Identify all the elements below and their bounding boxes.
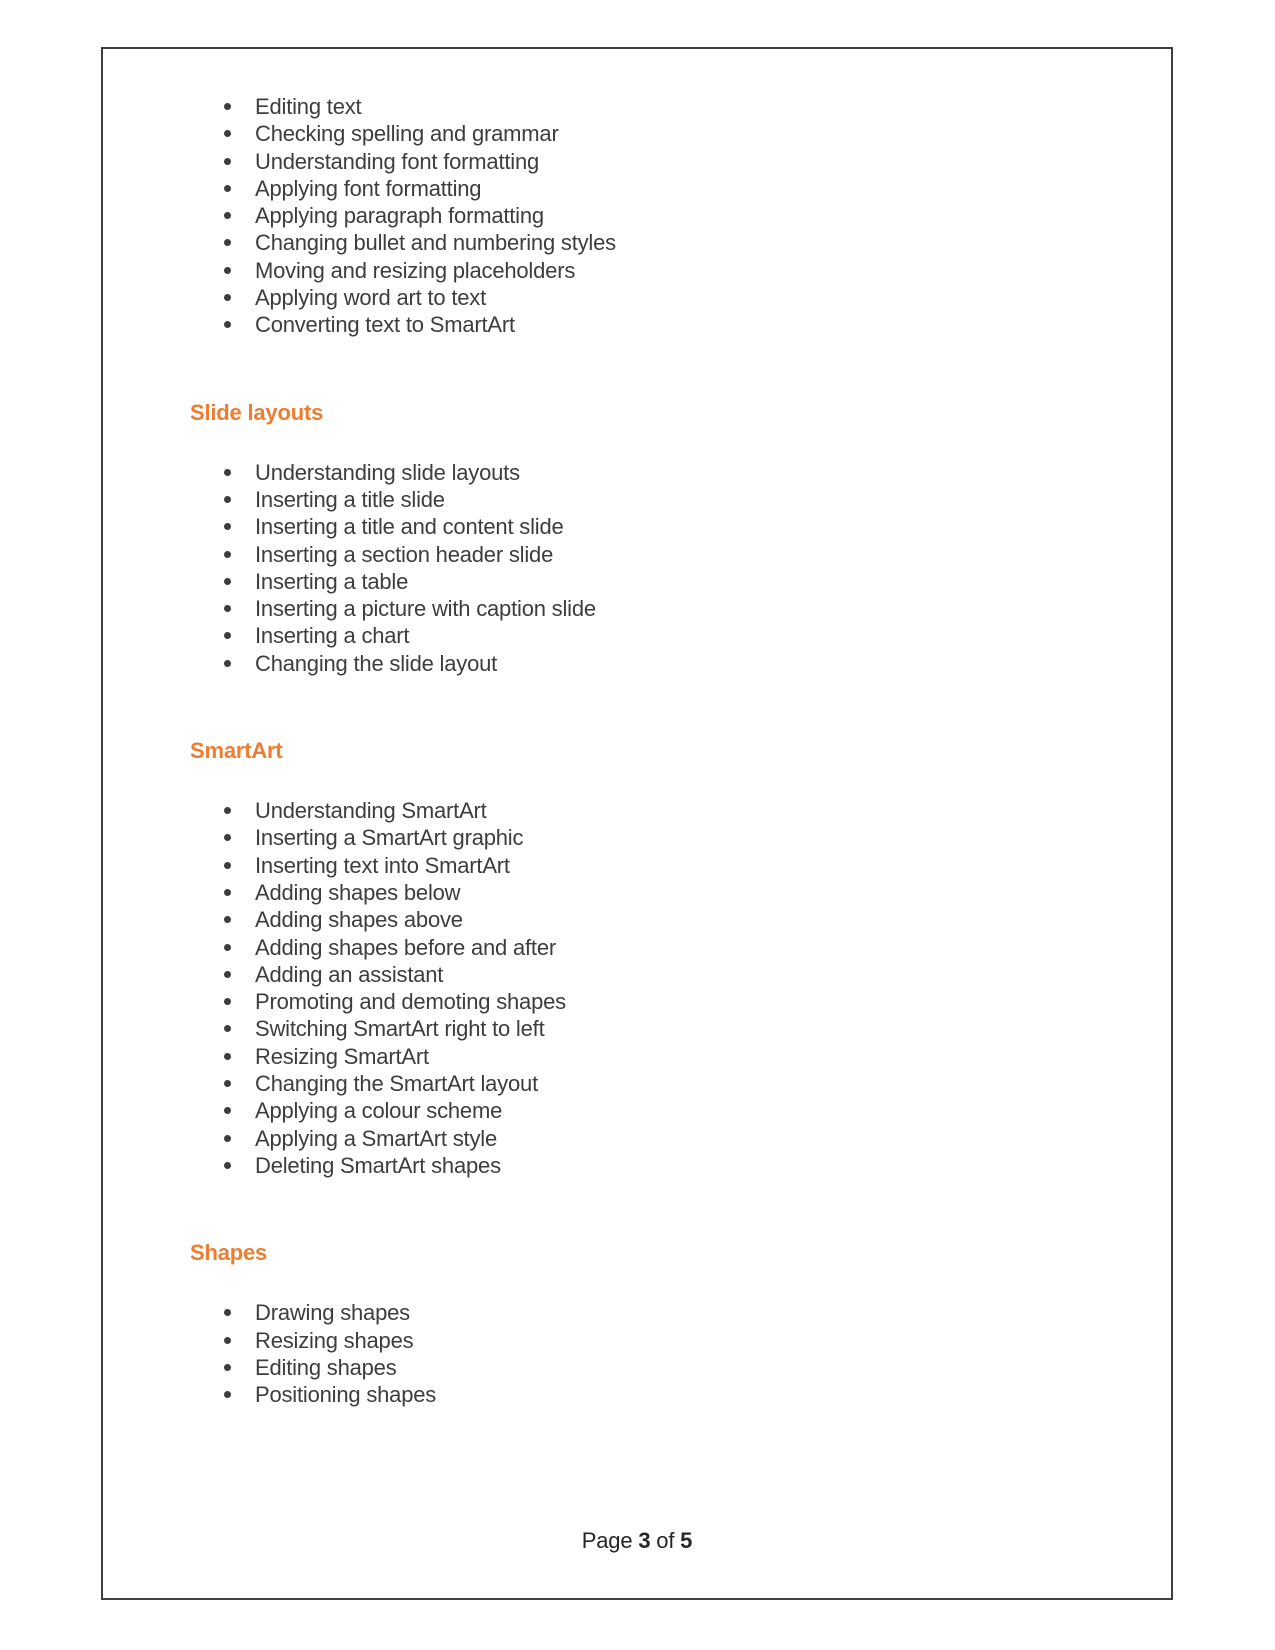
list-item (190, 1097, 1131, 1124)
list-item (190, 1299, 1131, 1326)
list-item (190, 513, 1131, 540)
bullet-icon (224, 1025, 231, 1032)
list-item (190, 311, 1131, 338)
list-item (190, 595, 1131, 622)
list-item-text: Understanding slide layouts (255, 459, 520, 485)
bullet-icon (224, 212, 231, 219)
footer-of-label: of (656, 1528, 675, 1553)
bullet-icon (224, 1107, 231, 1114)
bullet-icon (224, 130, 231, 137)
bullet-icon (224, 605, 231, 612)
list-item (190, 1125, 1131, 1152)
list-item (190, 486, 1131, 513)
list-item-text: Switching SmartArt right to left (255, 1016, 545, 1042)
list-item-text: Inserting a table (255, 568, 409, 594)
list-item-text: Changing the slide layout (255, 650, 498, 676)
list-item (190, 120, 1131, 147)
list-item-text: Inserting a chart (255, 623, 410, 649)
footer-total-pages: 5 (680, 1528, 693, 1553)
list-item-text: Resizing shapes (255, 1327, 414, 1353)
bullet-list (190, 797, 1131, 1179)
bullet-icon (224, 916, 231, 923)
list-item-text: Inserting a picture with caption slide (255, 596, 596, 622)
list-item (190, 622, 1131, 649)
section-text-editing (190, 93, 1131, 339)
list-item (190, 650, 1131, 677)
list-item (190, 284, 1131, 311)
list-item (190, 824, 1131, 851)
list-item (190, 541, 1131, 568)
bullet-icon (224, 1364, 231, 1371)
bullet-icon (224, 294, 231, 301)
list-item-text: Adding shapes before and after (255, 934, 557, 960)
list-item (190, 229, 1131, 256)
list-item (190, 1381, 1131, 1408)
bullet-icon (224, 834, 231, 841)
list-item-text: Adding an assistant (255, 961, 444, 987)
list-item (190, 459, 1131, 486)
list-item (190, 1043, 1131, 1070)
list-item-text: Changing bullet and numbering styles (255, 230, 616, 256)
bullet-list (190, 1299, 1131, 1408)
bullet-icon (224, 632, 231, 639)
list-item (190, 797, 1131, 824)
bullet-icon (224, 496, 231, 503)
bullet-icon (224, 1162, 231, 1169)
list-item-text: Inserting text into SmartArt (255, 852, 510, 878)
bullet-icon (224, 807, 231, 814)
list-item (190, 202, 1131, 229)
bullet-icon (224, 578, 231, 585)
list-item-text: Applying paragraph formatting (255, 203, 544, 229)
list-item (190, 852, 1131, 879)
list-item-text: Deleting SmartArt shapes (255, 1152, 501, 1178)
list-item-text: Understanding SmartArt (255, 798, 487, 824)
list-item-text: Drawing shapes (255, 1300, 410, 1326)
footer-page-label: Page (581, 1528, 633, 1553)
bullet-icon (224, 469, 231, 476)
section-smartart (190, 737, 1131, 1179)
list-item (190, 988, 1131, 1015)
list-item (190, 1152, 1131, 1179)
bullet-icon (224, 889, 231, 896)
bullet-icon (224, 321, 231, 328)
bullet-icon (224, 158, 231, 165)
list-item-text: Inserting a title slide (255, 486, 445, 512)
section-heading: SmartArt (190, 738, 283, 764)
list-item (190, 961, 1131, 988)
list-item-text: Converting text to SmartArt (255, 312, 515, 338)
list-item (190, 257, 1131, 284)
list-item (190, 1015, 1131, 1042)
list-item-text: Applying a SmartArt style (255, 1125, 497, 1151)
list-item (190, 175, 1131, 202)
list-item-text: Applying font formatting (255, 175, 482, 201)
list-item-text: Promoting and demoting shapes (255, 989, 566, 1015)
bullet-icon (224, 862, 231, 869)
footer-page-number: 3 (638, 1528, 651, 1553)
list-item (190, 906, 1131, 933)
list-item-text: Editing text (255, 94, 362, 119)
page-footer (103, 1527, 1171, 1554)
section-heading: Shapes (190, 1240, 268, 1266)
bullet-icon (224, 944, 231, 951)
page-content (103, 49, 1171, 1408)
bullet-icon (224, 1053, 231, 1060)
list-item-text: Checking spelling and grammar (255, 121, 559, 147)
bullet-list (190, 459, 1131, 677)
bullet-icon (224, 267, 231, 274)
list-item-text: Adding shapes above (255, 907, 463, 933)
list-item-text: Resizing SmartArt (255, 1043, 429, 1069)
bullet-icon (224, 660, 231, 667)
section-slide-layouts (190, 399, 1131, 677)
bullet-icon (224, 1309, 231, 1316)
bullet-icon (224, 239, 231, 246)
section-shapes (190, 1239, 1131, 1408)
bullet-icon (224, 523, 231, 530)
bullet-icon (224, 1337, 231, 1344)
bullet-icon (224, 971, 231, 978)
list-item-text: Adding shapes below (255, 879, 461, 905)
list-item-text: Inserting a SmartArt graphic (255, 825, 524, 851)
list-item-text: Changing the SmartArt layout (255, 1071, 538, 1097)
section-heading: Slide layouts (190, 399, 324, 425)
bullet-list (190, 93, 1131, 339)
bullet-icon (224, 998, 231, 1005)
list-item (190, 934, 1131, 961)
bullet-icon (224, 1135, 231, 1142)
bullet-icon (224, 1391, 231, 1398)
bullet-icon (224, 103, 231, 110)
list-item (190, 148, 1131, 175)
list-item (190, 1070, 1131, 1097)
list-item-text: Moving and resizing placeholders (255, 257, 576, 283)
list-item-text: Understanding font formatting (255, 148, 540, 174)
list-item-text: Inserting a title and content slide (255, 514, 564, 540)
list-item (190, 568, 1131, 595)
list-item (190, 879, 1131, 906)
bullet-icon (224, 551, 231, 558)
list-item (190, 93, 1131, 120)
list-item-text: Positioning shapes (255, 1382, 437, 1408)
list-item-text: Applying word art to text (255, 285, 487, 311)
bullet-icon (224, 1080, 231, 1087)
document-page (101, 47, 1173, 1600)
list-item (190, 1354, 1131, 1381)
list-item-text: Inserting a section header slide (255, 541, 554, 567)
bullet-icon (224, 185, 231, 192)
list-item-text: Editing shapes (255, 1354, 397, 1380)
list-item-text: Applying a colour scheme (255, 1098, 503, 1124)
list-item (190, 1327, 1131, 1354)
